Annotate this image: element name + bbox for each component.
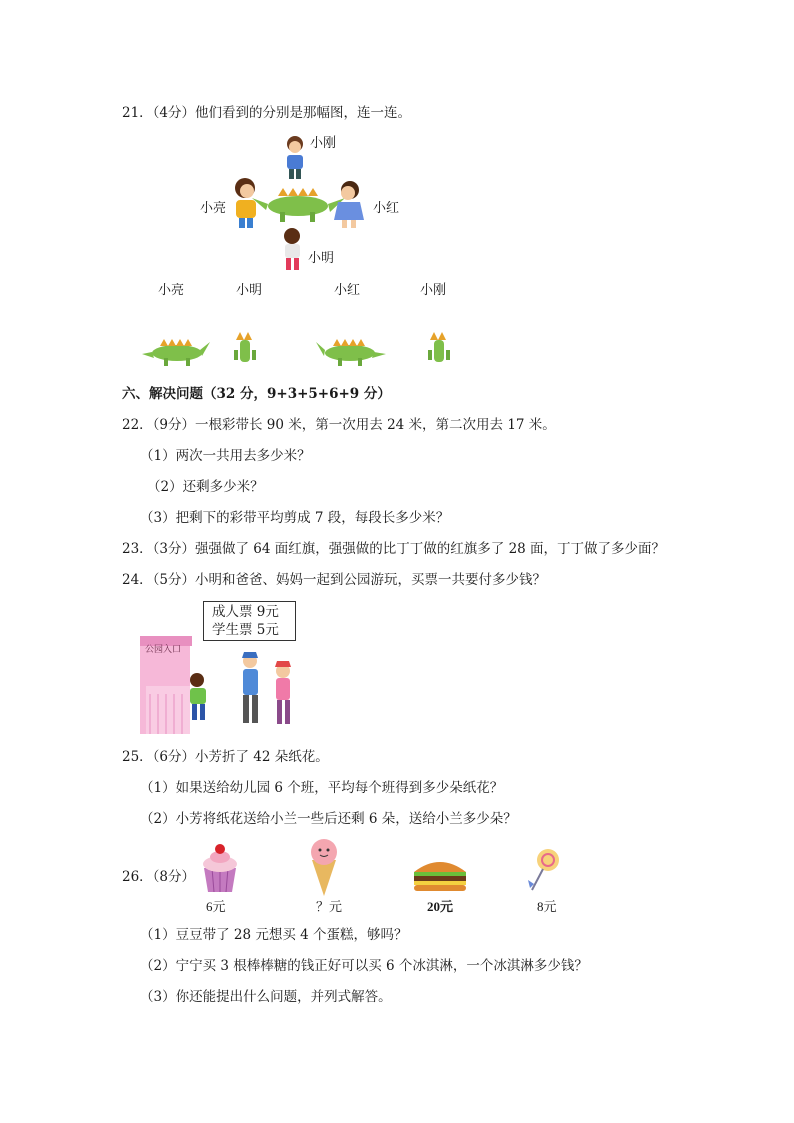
cupcake-icon xyxy=(203,844,237,892)
price-lollipop: 8元 xyxy=(537,899,557,914)
bottom-label-1: 小亮 xyxy=(158,283,185,298)
q26-sub1: （1）豆豆带了 28 元想买 4 个蛋糕，够吗？ xyxy=(140,927,408,943)
lollipop-icon xyxy=(528,849,559,890)
q21-figure xyxy=(140,128,460,378)
q22-sub1: （1）两次一共用去多少米？ xyxy=(140,448,311,464)
boy-icon xyxy=(190,673,206,720)
boy-bottom-icon xyxy=(284,228,300,270)
q26-sub2: （2）宁宁买 3 根棒棒糖的钱正好可以买 6 个冰淇淋，一个冰淇淋多少钱？ xyxy=(140,958,588,974)
dinosaur-view-2-icon xyxy=(234,332,256,362)
boy-left-icon xyxy=(235,178,256,228)
price-ice-cream: ？元 xyxy=(316,899,343,914)
q23-text: 23．（3分）强强做了 64 面红旗，强强做的比丁丁做的红旗多了 28 面，丁丁做了多少面？ xyxy=(122,541,666,557)
label-xiaogang: 小刚 xyxy=(310,136,337,151)
dinosaur-view-3-icon xyxy=(316,339,386,366)
mother-icon xyxy=(275,661,291,724)
hamburger-icon xyxy=(414,862,466,891)
q26-sub3: （3）你还能提出什么问题，并列式解答。 xyxy=(140,989,392,1005)
father-icon xyxy=(242,652,258,723)
q24-text: 24．（5分）小明和爸爸、妈妈一起到公园游玩，买票一共要付多少钱？ xyxy=(122,572,547,588)
q25-sub2: （2）小芳将纸花送给小兰一些后还剩 6 朵，送给小兰多少朵？ xyxy=(140,811,517,827)
q25-text: 25．（6分）小芳折了 42 朵纸花。 xyxy=(122,749,329,765)
ice-cream-icon xyxy=(311,839,337,896)
ticket-student: 学生票 5元 xyxy=(212,622,279,638)
q22-sub3: （3）把剩下的彩带平均剪成 7 段，每段长多少米？ xyxy=(140,510,450,526)
section6-heading: 六、解决问题（32 分，9+3+5+6+9 分） xyxy=(122,386,391,402)
ticket-adult: 成人票 9元 xyxy=(212,604,279,620)
park-sign-text: 公园入口 xyxy=(145,645,182,655)
q26-label: 26．（8分） xyxy=(122,869,196,885)
q22-sub2: （2）还剩多少米？ xyxy=(147,479,264,495)
price-hamburger: 20元 xyxy=(427,899,454,914)
girl-right-icon xyxy=(334,181,364,228)
q25-sub1: （1）如果送给幼儿园 6 个班，平均每个班得到多少朵纸花？ xyxy=(140,780,504,796)
dinosaur-icon xyxy=(252,188,345,222)
dinosaur-view-4-icon xyxy=(428,332,450,362)
label-xiaohong: 小红 xyxy=(373,201,400,216)
q26-items xyxy=(200,838,570,898)
dinosaur-view-1-icon xyxy=(142,339,210,366)
bottom-label-3: 小红 xyxy=(334,283,361,298)
bottom-label-4: 小刚 xyxy=(420,283,447,298)
label-xiaoliang: 小亮 xyxy=(200,201,227,216)
q22-text: 22．（9分）一根彩带长 90 米，第一次用去 24 米，第二次用去 17 米。 xyxy=(122,417,556,433)
label-xiaoming: 小明 xyxy=(308,251,335,266)
price-cupcake: 6元 xyxy=(206,899,226,914)
bottom-label-2: 小明 xyxy=(236,283,263,298)
q21-text: 21．（4分）他们看到的分别是那幅图，连一连。 xyxy=(122,105,412,121)
boy-top-icon xyxy=(287,136,303,179)
